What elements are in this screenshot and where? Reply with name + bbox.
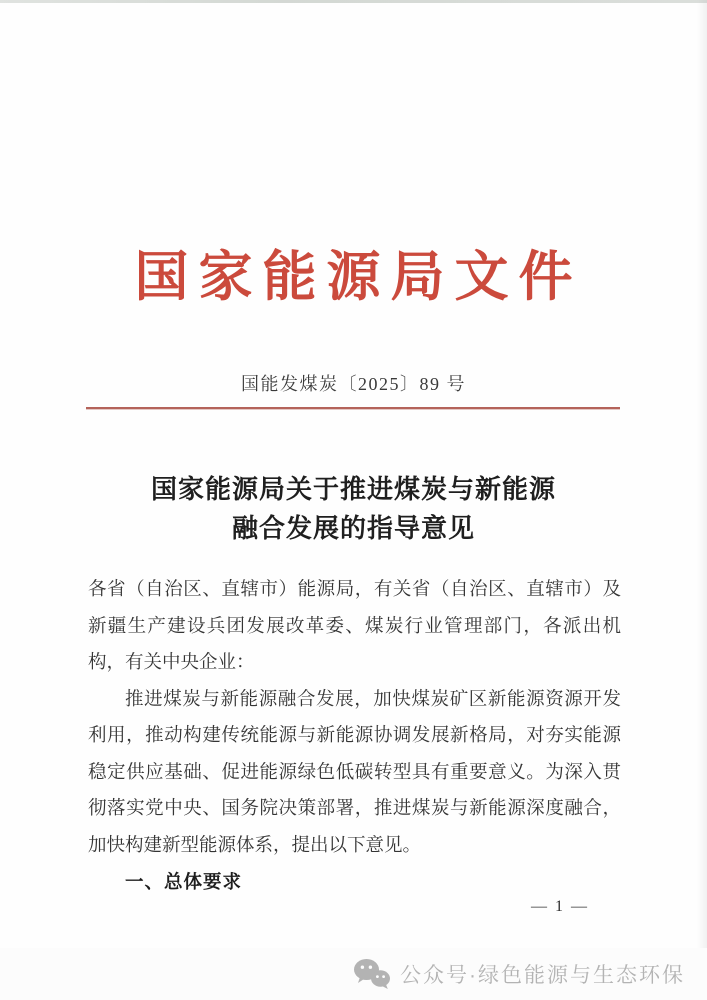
intro-paragraph: 推进煤炭与新能源融合发展，加快煤炭矿区新能源资源开发利用，推动构建传统能源与新能源协调发展新格局，对夯实能源稳定供应基础、促进能源绿色低碳转型具有重要意义。为深入贯彻落实党中央、国务院决策部署，推进煤炭与新能源深度融合，加快构建新型能源体系，提出以下意见。 [88,689,621,856]
wechat-account-credit [353,958,685,990]
page-number: — 1 — [531,898,589,915]
document-number: 国能发煤炭〔2025〕89 号 [241,374,466,394]
agency-letterhead-title: 国家能源局文件 [134,247,583,307]
footer-bar [0,948,707,1000]
wechat-account-label: 公众号·绿色能源与生态环保 [400,964,685,987]
red-divider-line [86,407,620,409]
document-title-line1: 国家能源局关于推进煤炭与新能源 [150,475,556,504]
document-body [88,572,621,901]
document-title-line2: 融合发展的指导意见 [231,514,475,543]
scan-edge-artifact [0,0,707,3]
section-1-heading: 一、总体要求 [125,871,243,892]
wechat-icon [353,958,391,990]
salutation-paragraph: 各省（自治区、直辖市）能源局，有关省（自治区、直辖市）及新疆生产建设兵团发展改革委、煤炭行业管理部门，各派出机构，有关中央企业： [88,580,621,673]
document-title [0,470,707,548]
